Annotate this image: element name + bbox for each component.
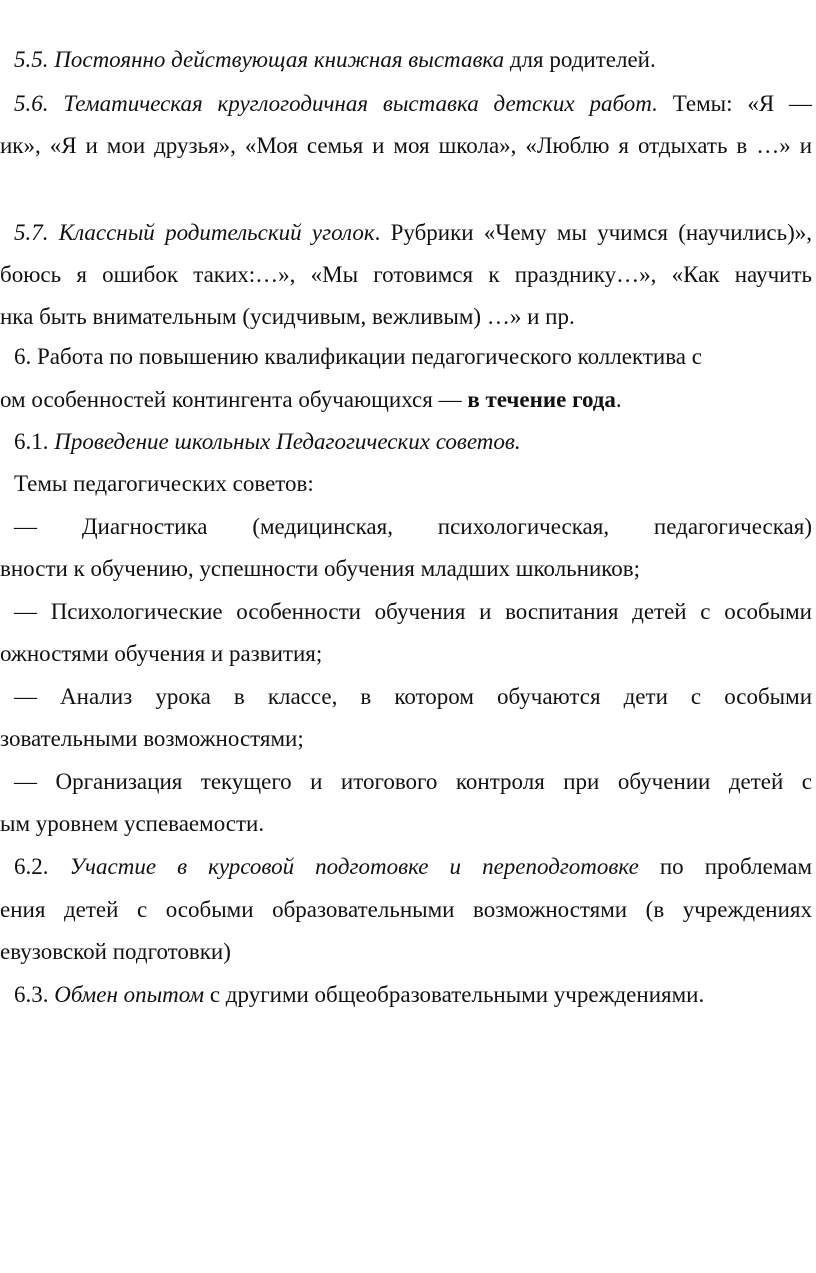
text-segment: 6. Работа по повышению квалификации педагогического коллектива с [14, 344, 702, 369]
text-line [14, 428, 521, 456]
text-segment: 5.5. Постоянно действующая книжная выставка [14, 47, 505, 72]
text-segment: ом особенностей контингента обучающихся — [0, 387, 468, 412]
text-line [0, 555, 640, 583]
text-line [0, 938, 231, 966]
text-segment: ым уровнем успеваемости. [0, 811, 265, 836]
text-line [14, 46, 656, 74]
text-segment: ения детей с особыми образовательными возможностями (в учреждениях [0, 897, 812, 922]
text-segment: — Диагностика (медицинская, психологическая, педагогическая) [14, 514, 812, 539]
text-line [14, 513, 812, 541]
text-segment: 5.6. Тематическая круглогодичная выставка детских работ. [14, 91, 658, 116]
text-line [14, 598, 812, 626]
text-line [14, 683, 812, 711]
text-line [0, 261, 812, 289]
text-segment: Участие в курсовой подготовке и переподготовке [69, 854, 639, 879]
text-segment: — Психологические особенности обучения и воспитания детей с особыми [14, 599, 812, 624]
text-segment: Темы: «Я — [657, 91, 812, 116]
text-segment: ик», «Я и мои друзья», «Моя семья и моя школа», «Люблю я отдыхать в …» и [0, 133, 812, 158]
text-segment: 5.7. Классный родительский уголок [14, 220, 375, 245]
text-line [14, 343, 702, 371]
text-segment: 6.3. [14, 982, 55, 1007]
text-segment: зовательными возможностями; [0, 726, 304, 751]
text-line [14, 470, 314, 498]
text-segment: Темы педагогических советов: [14, 471, 314, 496]
text-line [14, 981, 704, 1009]
text-segment: Обмен опытом [54, 982, 205, 1007]
text-segment: Проведение школьных Педагогических советов. [54, 429, 521, 454]
text-segment: 6.2. [14, 854, 70, 879]
text-segment: для родителей. [504, 47, 656, 72]
text-line [14, 219, 812, 247]
text-segment: ожностями обучения и развития; [0, 641, 323, 666]
text-segment: по проблемам [638, 854, 813, 879]
text-segment: 6.1. [14, 429, 55, 454]
text-segment: нка быть внимательным (усидчивым, вежливым) …» и пр. [0, 304, 575, 329]
text-segment: — Анализ урока в классе, в котором обучаются дети с особыми [14, 684, 812, 709]
text-segment: в течение года [467, 387, 616, 412]
text-line [0, 896, 812, 924]
text-line [0, 303, 575, 331]
text-segment: евузовской подготовки) [0, 939, 231, 964]
text-segment: . [615, 387, 622, 412]
text-segment: — Организация текущего и итогового контроля при обучении детей с [14, 769, 812, 794]
text-line [0, 132, 812, 160]
text-line [14, 768, 812, 796]
text-segment: боюсь я ошибок таких:…», «Мы готовимся к празднику…», «Как научить [0, 262, 812, 287]
text-line [14, 853, 812, 881]
text-segment: с другими общеобразовательными учреждениями. [204, 982, 705, 1007]
text-segment: . Рубрики «Чему мы учимся (научились)», [374, 220, 812, 245]
text-segment: вности к обучению, успешности обучения младших школьников; [0, 556, 641, 581]
text-line [0, 640, 322, 668]
text-line [0, 386, 622, 414]
text-line [0, 725, 304, 753]
text-line [14, 90, 812, 118]
text-line [0, 810, 264, 838]
